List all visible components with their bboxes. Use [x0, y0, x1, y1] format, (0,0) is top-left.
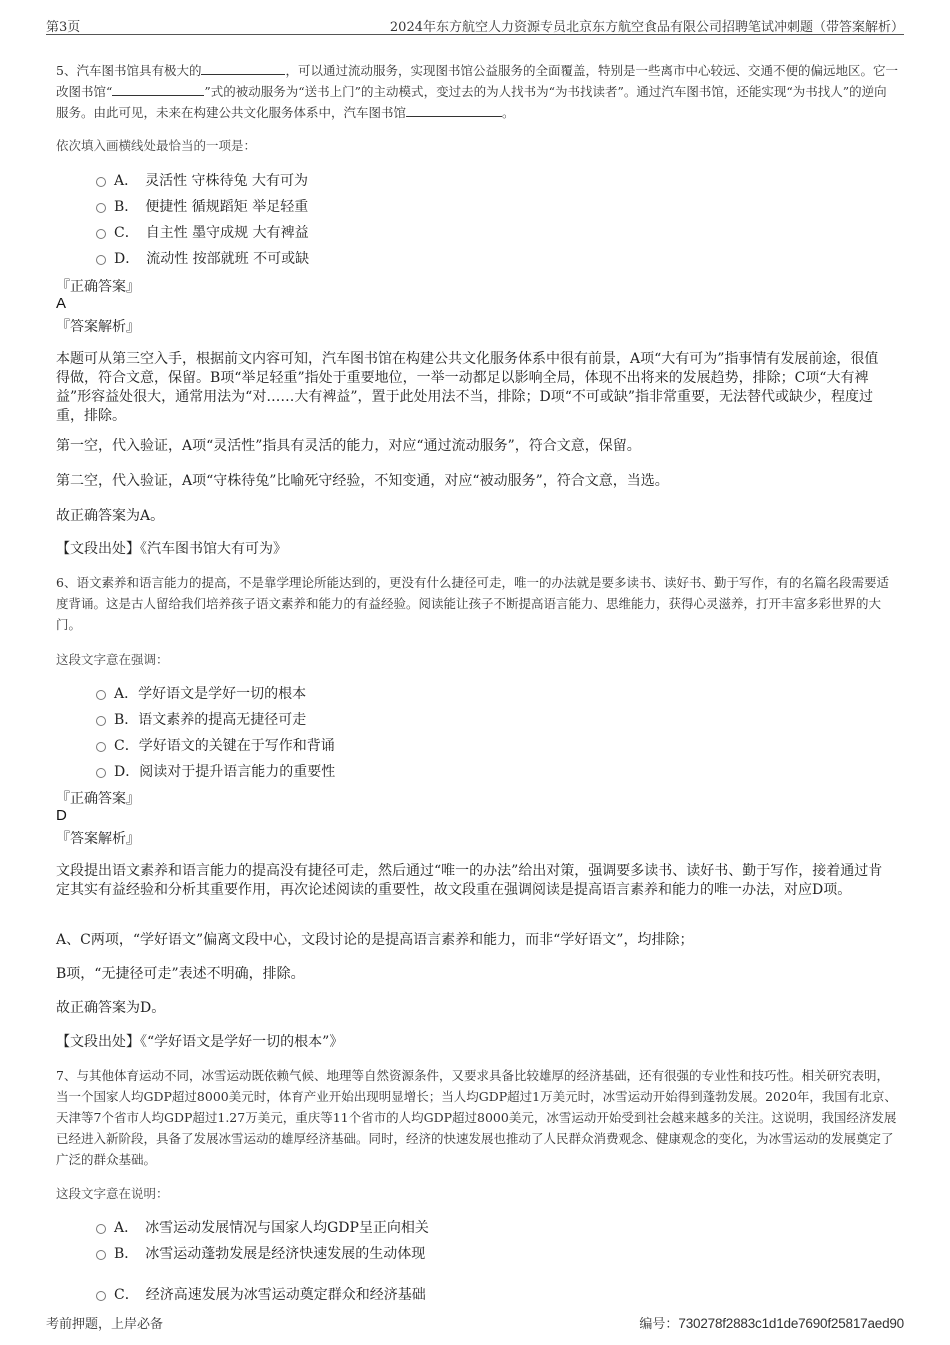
q5-option-c[interactable]: C． 自主性 墨守成规 大有裨益	[96, 222, 309, 242]
q5-answer-label: 『正确答案』	[56, 279, 140, 295]
radio-icon[interactable]	[96, 229, 106, 239]
q5-blank-1	[201, 62, 285, 75]
q6-analysis-3: B项，“无捷径可走”表述不明确，排除。	[56, 966, 305, 982]
q5-analysis-1: 本题可从第三空入手，根据前文内容可知，汽车图书馆在构建公共文化服务体系中很有前景，A项“大有可为”指事情有发展前途，很值得做，符合文意，保留。B项“举足轻重”指处于重要地位，一举一动都足以影响全局，体现不出将来的发展趋势，排除；C项“大有裨益”形容益处很大，通常用法为“对……大有裨益”，置于此处用法不当，排除；D项“不可或缺”指非常重要，无法替代或缺少，程度过重，排除。	[56, 351, 879, 424]
radio-icon[interactable]	[96, 1250, 106, 1260]
q7-stem: 7、与其他体育运动不同，冰雪运动既依赖气候、地理等自然资源条件，又要求具备比较雄厚的经济基础，还有很强的专业性和技巧性。相关研究表明，当一个国家人均GDP超过8000美元时，体育产业开始出现明显增长；当人均GDP超过1万美元时，冰雪运动开始得到蓬勃发展。2020年，我国有北京、天津等7个省市人均GDP超过1.27万美元，重庆等11个省市的人均GDP超过8000美元，冰雪运动开始受到社会越来越多的关注。这说明，我国经济发展已经进入新阶段，具备了发展冰雪运动的雄厚经济基础。同时，经济的快速发展也推动了人民群众消费观念、健康观念的变化，为冰雪运动的发展奠定了广泛的群众基础。	[56, 1068, 897, 1167]
radio-icon[interactable]	[96, 1291, 106, 1301]
q6-answer: D	[56, 807, 67, 824]
radio-icon[interactable]	[96, 177, 106, 187]
page-number: 第3页	[46, 20, 81, 35]
q6-stem: 6、语文素养和语言能力的提高，不是靠学理论所能达到的，更没有什么捷径可走，唯一的办法就是要多读书、读好书、勤于写作，有的名篇名段需要适度背诵。这是古人留给我们培养孩子语文素养和能力的有益经验。阅读能让孩子不断提高语言能力、思维能力，获得心灵滋养，打开丰富多彩世界的大门。	[56, 575, 889, 632]
q6-option-c[interactable]: C．学好语文的关键在于写作和背诵	[96, 735, 335, 755]
q5-option-d[interactable]: D． 流动性 按部就班 不可或缺	[96, 248, 309, 268]
radio-icon[interactable]	[96, 716, 106, 726]
q6-option-a[interactable]: A．学好语文是学好一切的根本	[96, 683, 306, 703]
radio-icon[interactable]	[96, 768, 106, 778]
q6-option-d[interactable]: D．阅读对于提升语言能力的重要性	[96, 761, 335, 781]
q5-option-b[interactable]: B． 便捷性 循规蹈矩 举足轻重	[96, 196, 308, 216]
q6-analysis-1: 文段提出语文素养和语言能力的提高没有捷径可走，然后通过“唯一的办法”给出对策，强调要多读书、读好书、勤于写作，接着通过肯定其实有益经验和分析其重要作用，再次论述阅读的重要性，故文段重在强调阅读是提高语言素养和能力的唯一办法，对应D项。	[56, 863, 883, 898]
radio-icon[interactable]	[96, 742, 106, 752]
radio-icon[interactable]	[96, 255, 106, 265]
q6-option-b[interactable]: B．语文素养的提高无捷径可走	[96, 709, 306, 729]
q5-analysis-4: 故正确答案为A。	[56, 508, 165, 524]
document-title: 2024年东方航空人力资源专员北京东方航空食品有限公司招聘笔试冲刺题（带答案解析）	[389, 20, 904, 35]
q6-source: 【文段出处】《“学好语文是学好一切的根本”》	[56, 1034, 344, 1050]
q5-analysis-2: 第一空，代入验证，A项“灵活性”指具有灵活的能力，对应“通过流动服务”，符合文意，保留。	[56, 438, 641, 454]
radio-icon[interactable]	[96, 1224, 106, 1234]
q7-option-a[interactable]: A． 冰雪运动发展情况与国家人均GDP呈正向相关	[96, 1217, 429, 1237]
q6-answer-label: 『正确答案』	[56, 791, 140, 807]
q6-analysis-4: 故正确答案为D。	[56, 1000, 166, 1016]
q5-ask: 依次填入画横线处最恰当的一项是：	[56, 138, 257, 153]
footer-slogan: 考前押题，上岸必备	[46, 1317, 164, 1332]
document-code: 编号：730278f2883c1d1de7690f25817aed90	[639, 1316, 904, 1332]
q6-analysis-2: A、C两项，“学好语文”偏离文段中心，文段讨论的是提高语言素养和能力，而非“学好语文”，均排除；	[56, 932, 694, 948]
q5-answer: A	[56, 295, 67, 312]
q7-option-b[interactable]: B． 冰雪运动蓬勃发展是经济快速发展的生动体现	[96, 1243, 425, 1263]
radio-icon[interactable]	[96, 203, 106, 213]
radio-icon[interactable]	[96, 690, 106, 700]
q5-blank-2	[112, 83, 204, 96]
page-header	[46, 14, 904, 35]
q5-option-a[interactable]: A． 灵活性 守株待兔 大有可为	[96, 170, 308, 190]
q7-option-c[interactable]: C． 经济高速发展为冰雪运动奠定群众和经济基础	[96, 1284, 426, 1304]
q6-ask: 这段文字意在强调：	[56, 652, 169, 667]
q5-analysis-label: 『答案解析』	[56, 319, 140, 335]
q5-stem: 5、汽车图书馆具有极大的 ，可以通过流动服务，实现图书馆公益服务的全面覆盖，特别是一些离市中心较远、交通不便的偏远地区。它一改图书馆“ ”式的被动服务为“送书上门”的主动模式，变过去的为人找书为“为书找读者”。通过汽车图书馆，还能实现“为书找人”的逆向服务。由此可见，未来在构建公共文化服务体系中，汽车图书馆 。	[56, 63, 898, 120]
q5-analysis-3: 第二空，代入验证，A项“守株待兔”比喻死守经验，不知变通，对应“被动服务”，符合文意，当选。	[56, 473, 669, 489]
q7-ask: 这段文字意在说明：	[56, 1186, 169, 1201]
q5-source: 【文段出处】《汽车图书馆大有可为》	[56, 541, 287, 557]
q5-blank-3	[406, 104, 502, 117]
q6-analysis-label: 『答案解析』	[56, 831, 140, 847]
